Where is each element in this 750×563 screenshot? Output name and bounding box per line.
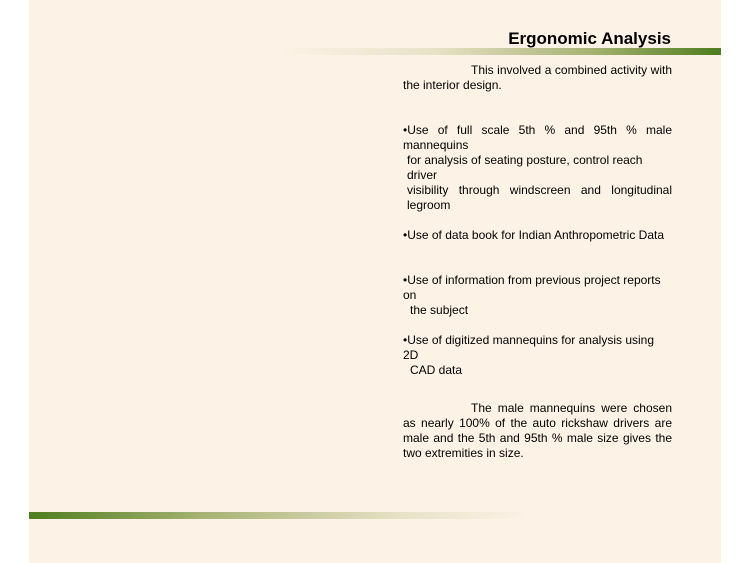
bullet-digitized-mannequins [403, 333, 672, 378]
slide-title: Ergonomic Analysis [508, 29, 671, 48]
slide-content [403, 63, 672, 461]
conclusion-paragraph: The male mannequins were chosen as nearly 100% of the auto rickshaw drivers are male and the 5th and 95th % male size gives the two extremities in size. [403, 401, 672, 460]
bullet-line: CAD data [410, 363, 463, 377]
bullet-data-book [403, 228, 672, 243]
bullet-line: for analysis of seating posture, control reach driver [407, 153, 643, 182]
bullet-line: •Use of full scale 5th % and 95th % male mannequins [403, 123, 672, 152]
bullet-line: visibility through windscreen and longitudinal legroom [407, 183, 672, 212]
bullet-line: •Use of digitized mannequins for analysis using 2D [403, 333, 655, 362]
bullet-line: the subject [410, 303, 469, 317]
bullet-previous-reports [403, 273, 672, 318]
bullet-full-scale-mannequins [403, 123, 672, 213]
bullet-line: •Use of information from previous project reports on [403, 273, 661, 302]
bullet-line: •Use of data book for Indian Anthropometric Data [403, 228, 665, 242]
intro-paragraph: This involved a combined activity with the interior design. [403, 63, 672, 92]
slide [29, 0, 721, 563]
footer-rule [29, 512, 529, 519]
title-underline-rule [279, 48, 721, 55]
